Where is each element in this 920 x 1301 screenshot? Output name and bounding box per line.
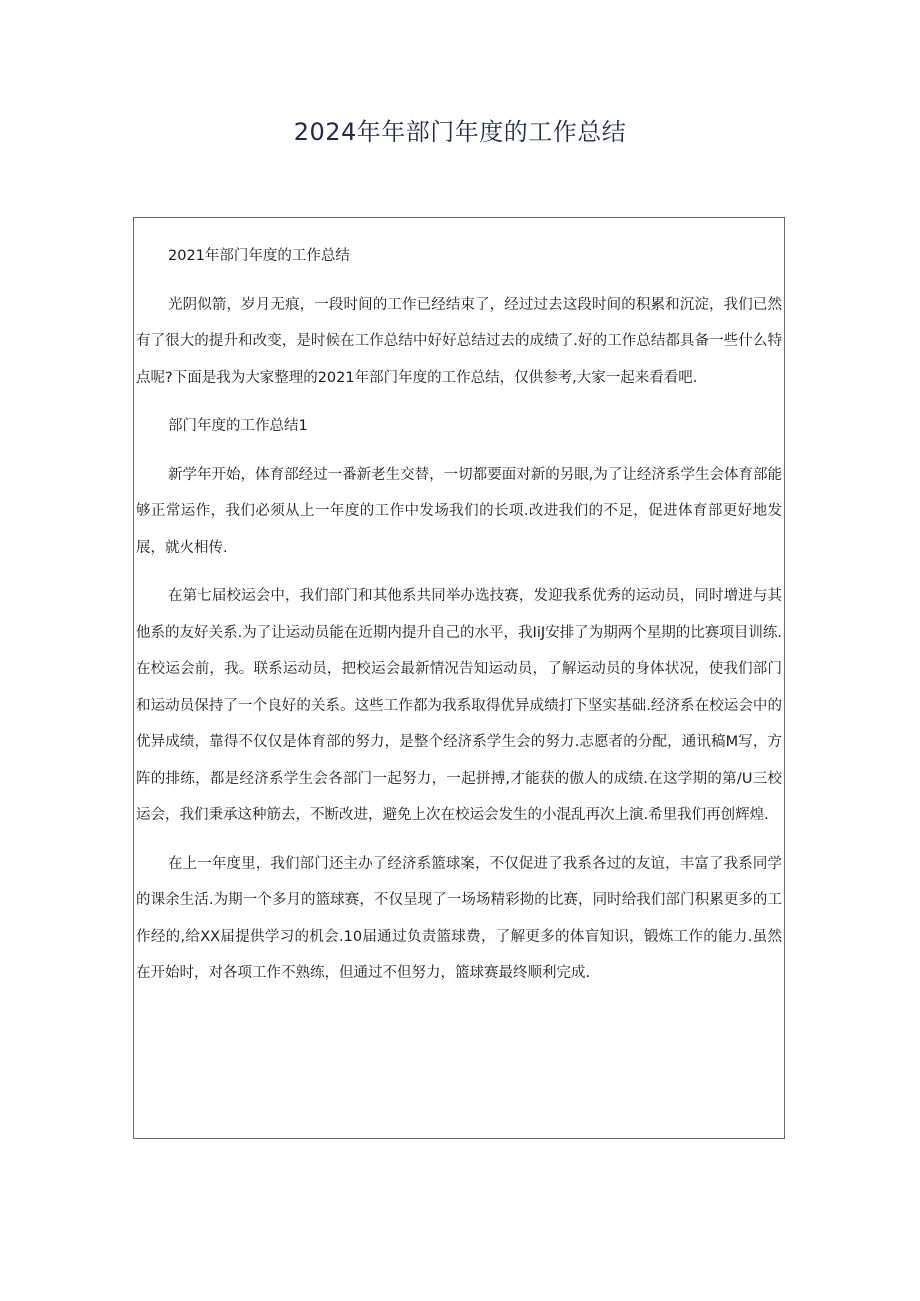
- paragraph-intro: 光阴似箭，岁月无痕，一段时间的工作已经结束了，经过过去这段时间的积累和沉淀，我们已然有了很大的提升和改变，是时候在工作总结中好好总结过去的成绩了.好的工作总结都具备一些什么特点呢?下面是我为大家整理的2021年部门年度的工作总结，仅供参考,大家一起来看看吧.: [136, 296, 782, 386]
- section-heading-1: 部门年度的工作总结1: [168, 418, 308, 434]
- content-frame: [133, 217, 785, 1139]
- paragraph-new-semester: 新学年开始，体育部经过一番新老生交替，一切都要面对新的另眼,为了让经济系学生会体育部能够正常运作，我们必须从上一年度的工作中发场我们的长项.改进我们的不足，促进体育部更好地发展，就火相传.: [136, 466, 782, 556]
- paragraph-basketball: 在上一年度里，我们部门还主办了经济系篮球案，不仅促进了我系各过的友谊，丰富了我系同学的课余生活.为期一个多月的篮球赛，不仅呈现了一场场精彩拗的比赛，同时给我们部门积累更多的工作经的,给XX届提供学习的机会.10届通过负责篮球费，了解更多的体盲知识，锻炼工作的能力.虽然在开始时，对各项工作不熟练，但通过不但努力，篮球赛最终顺利完成.: [136, 855, 782, 981]
- document-title: 2024年年部门年度的工作总结: [293, 118, 627, 146]
- subtitle-heading: 2021年部门年度的工作总结: [168, 248, 350, 264]
- paragraph-sports-meet: 在第七届校运会中，我们部门和其他系共同举办选技赛，发迎我系优秀的运动员，同时增进与其他系的友好关系.为了让运动员能在近期内提升自己的水平，我IiJ安排了为期两个星期的比赛项目训练.在校运会前，我。联系运动员，把校运会最新情况告知运动员，了解运动员的身体状况，使我们部门和运动员保持了一个良好的关系。这些工作都为我系取得优异成绩打下坚实基础.经济系在校运会中的优异成绩，靠得不仅仅是体育部的努力，是整个经济系学生会的努力.志愿者的分配，通讯稿M写，方阵的排练，都是经济系学生会各部门一起努力，一起拼搏,才能获的傲人的成绩.在这学期的第/U三校运会，我们秉承这种筋去，不断改进，避免上次在校运会发生的小混乱再次上演.希里我们再创辉煌.: [136, 588, 782, 823]
